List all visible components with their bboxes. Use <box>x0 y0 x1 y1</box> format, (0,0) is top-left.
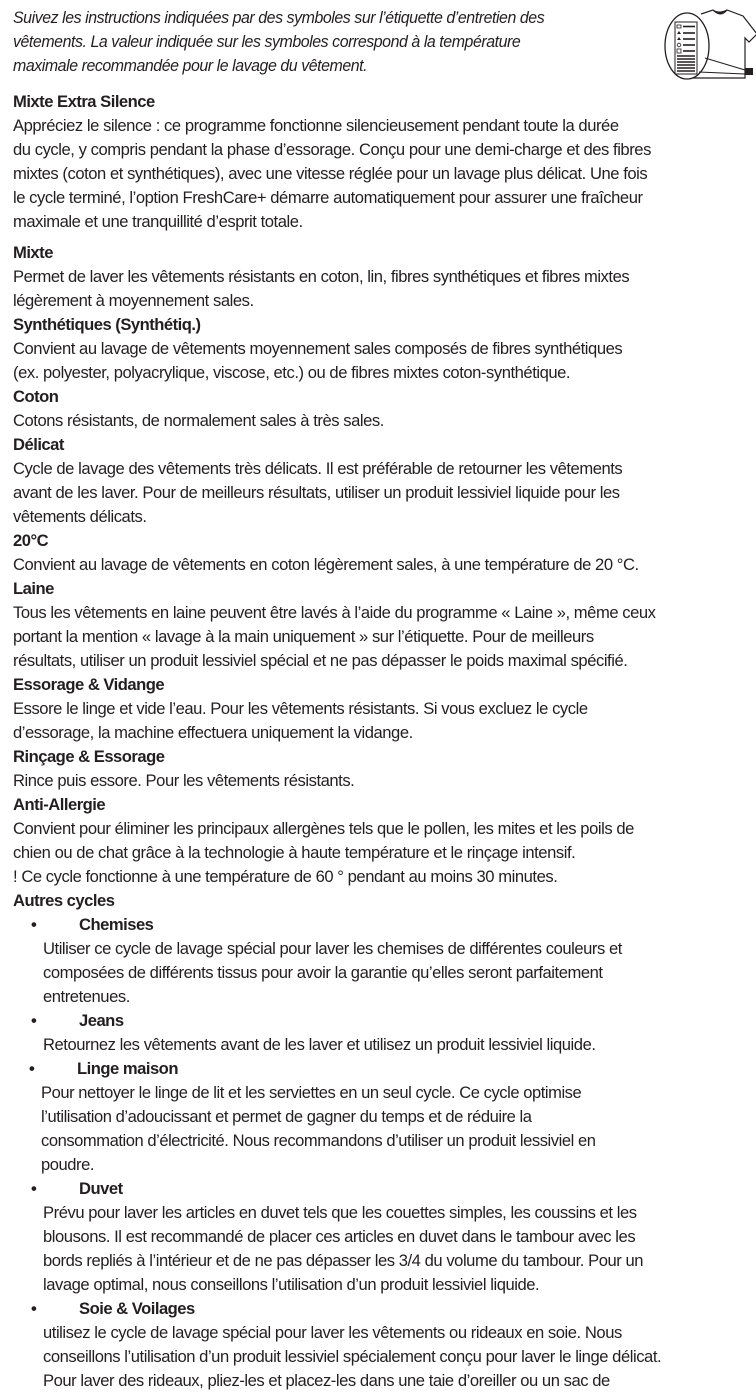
program-description-line: Permet de laver les vêtements résistants en coton, lin, fibres synthétiques et fibres mixtes <box>13 267 630 286</box>
other-cycle-heading <box>13 1009 753 1033</box>
intro-text <box>13 6 653 78</box>
other-cycle-linge-maison <box>13 1057 753 1177</box>
program-description-line: chien ou de chat grâce à la technologie à haute température et le rinçage intensif. <box>13 843 576 862</box>
intro-line: maximale recommandée pour le lavage du vêtement. <box>13 57 368 75</box>
program-anti-allergie <box>13 793 753 889</box>
other-cycle-description-line: composées de différents tissus pour avoir la garantie qu’elles seront parfaitement <box>43 963 603 982</box>
program-description-line: vêtements délicats. <box>13 507 147 526</box>
program-title: Coton <box>13 387 59 406</box>
other-cycle-heading <box>13 1057 753 1081</box>
other-cycle-description-line: Utiliser ce cycle de lavage spécial pour laver les chemises de différentes couleurs et <box>43 939 622 958</box>
other-cycle-description-line: l’utilisation d’adoucissant et permet de gagner du temps et de réduire la <box>41 1107 532 1126</box>
program-title: Mixte Extra Silence <box>13 92 155 111</box>
program-description-line: Cycle de lavage des vêtements très délicats. Il est préférable de retourner les vêtements <box>13 459 623 478</box>
program-description-line: Essore le linge et vide l’eau. Pour les vêtements résistants. Si vous excluez le cycle <box>13 699 588 718</box>
program-description-line: du cycle, y compris pendant la phase d’essorage. Conçu pour une demi-charge et des fibres <box>13 140 651 159</box>
program-description-line: Cotons résistants, de normalement sales à très sales. <box>13 411 384 430</box>
program-description-line: légèrement à moyennement sales. <box>13 291 254 310</box>
other-cycle-description-line: consommation d’électricité. Nous recommandons d’utiliser un produit lessiviel en <box>41 1131 596 1150</box>
other-cycle-title: Chemises <box>79 915 154 934</box>
program-description-line: Rince puis essore. Pour les vêtements résistants. <box>13 771 355 790</box>
program-title: Laine <box>13 579 54 598</box>
other-cycles-title: Autres cycles <box>13 891 115 910</box>
other-cycle-soie-voilages <box>13 1297 753 1393</box>
other-cycle-jeans <box>13 1009 753 1057</box>
other-cycle-description-line: lavage optimal, nous conseillons l’utilisation d’un produit lessiviel liquide. <box>43 1275 540 1294</box>
intro-line: Suivez les instructions indiquées par des symboles sur l’étiquette d’entretien des <box>13 9 545 27</box>
program-title: 20°C <box>13 531 49 550</box>
program-laine <box>13 577 753 673</box>
program-title: Rinçage & Essorage <box>13 747 165 766</box>
other-cycle-title: Linge maison <box>77 1059 178 1078</box>
program-description-line: d’essorage, la machine effectuera uniquement la vidange. <box>13 723 413 742</box>
other-cycle-description-line: bords repliés à l’intérieur et de ne pas dépasser les 3/4 du volume du tambour. Pour un <box>43 1251 644 1270</box>
program-synthetiques <box>13 313 753 385</box>
other-cycle-description-line: Prévu pour laver les articles en duvet tels que les couettes simples, les coussins et les <box>43 1203 637 1222</box>
other-cycle-description-line: entretenues. <box>43 987 130 1006</box>
intro-block <box>13 6 753 86</box>
intro-line: vêtements. La valeur indiquée sur les symboles correspond à la température <box>13 33 521 51</box>
other-cycle-title: Jeans <box>79 1011 124 1030</box>
other-cycle-title: Soie & Voilages <box>79 1299 195 1318</box>
other-cycle-heading <box>13 913 753 937</box>
program-description-line: résultats, utiliser un produit lessiviel spécial et ne pas dépasser le poids maximal spécifié. <box>13 651 628 670</box>
other-cycles <box>13 889 753 1393</box>
program-description-line: mixtes (coton et synthétiques), avec une vitesse réglée pour un lavage plus délicat. Une fois <box>13 164 648 183</box>
bullet-icon: • <box>31 1299 37 1318</box>
program-description-line: Convient pour éliminer les principaux allergènes tels que le pollen, les mites et les poils de <box>13 819 634 838</box>
other-cycle-description-line: poudre. <box>41 1155 94 1174</box>
program-rincage-essorage <box>13 745 753 793</box>
program-description-line: Appréciez le silence : ce programme fonctionne silencieusement pendant toute la durée <box>13 116 619 135</box>
program-description-line: Convient au lavage de vêtements moyennement sales composés de fibres synthétiques <box>13 339 623 358</box>
bullet-icon: • <box>29 1059 35 1078</box>
other-cycle-description-line: blousons. Il est recommandé de placer ces articles en duvet dans le tambour avec les <box>43 1227 636 1246</box>
program-title: Délicat <box>13 435 64 454</box>
tshirt-care-label-icon <box>661 8 756 82</box>
bullet-icon: • <box>31 915 37 934</box>
program-description-line: maximale et une tranquillité d’esprit totale. <box>13 212 303 231</box>
program-description-line: Tous les vêtements en laine peuvent être lavés à l’aide du programme « Laine », même ceux <box>13 603 656 622</box>
program-title: Mixte <box>13 243 53 262</box>
program-description-line: Convient au lavage de vêtements en coton légèrement sales, à une température de 20 °C. <box>13 555 639 574</box>
other-cycle-description-line: Pour laver des rideaux, pliez-les et placez-les dans une taie d’oreiller ou un sac de <box>43 1371 610 1390</box>
program-description-line: portant la mention « lavage à la main uniquement » sur l’étiquette. Pour de meilleurs <box>13 627 594 646</box>
program-coton <box>13 385 753 433</box>
bullet-icon: • <box>31 1179 37 1198</box>
bullet-icon: • <box>31 1011 37 1030</box>
other-cycle-duvet <box>13 1177 753 1297</box>
program-delicat <box>13 433 753 529</box>
other-cycle-heading <box>13 1177 753 1201</box>
program-mixte <box>13 241 753 313</box>
program-title: Anti-Allergie <box>13 795 106 814</box>
program-title: Essorage & Vidange <box>13 675 165 694</box>
other-cycle-description-line: Retournez les vêtements avant de les laver et utilisez un produit lessiviel liquide. <box>43 1035 596 1054</box>
other-cycle-description-line: conseillons l’utilisation d’un produit lessiviel spécialement conçu pour laver le linge délicat. <box>43 1347 662 1366</box>
program-title: Synthétiques (Synthétiq.) <box>13 315 201 334</box>
program-mixte-extra-silence <box>13 90 753 234</box>
program-description-line: le cycle terminé, l’option FreshCare+ démarre automatiquement pour assurer une fraîcheur <box>13 188 643 207</box>
other-cycle-heading <box>13 1297 753 1321</box>
other-cycle-description-line: Pour nettoyer le linge de lit et les serviettes en un seul cycle. Ce cycle optimise <box>41 1083 582 1102</box>
program-description-line: ! Ce cycle fonctionne à une température de 60 ° pendant au moins 30 minutes. <box>13 867 558 886</box>
program-description-line: (ex. polyester, polyacrylique, viscose, etc.) ou de fibres mixtes coton-synthétique. <box>13 363 571 382</box>
program-description-line: avant de les laver. Pour de meilleurs résultats, utiliser un produit lessiviel liquide pour les <box>13 483 620 502</box>
other-cycle-title: Duvet <box>79 1179 123 1198</box>
other-cycle-description-line: utilisez le cycle de lavage spécial pour laver les vêtements ou rideaux en soie. Nous <box>43 1323 622 1342</box>
manual-page <box>13 6 753 1393</box>
program-20c <box>13 529 753 577</box>
program-essorage-vidange <box>13 673 753 745</box>
other-cycle-chemises <box>13 913 753 1009</box>
